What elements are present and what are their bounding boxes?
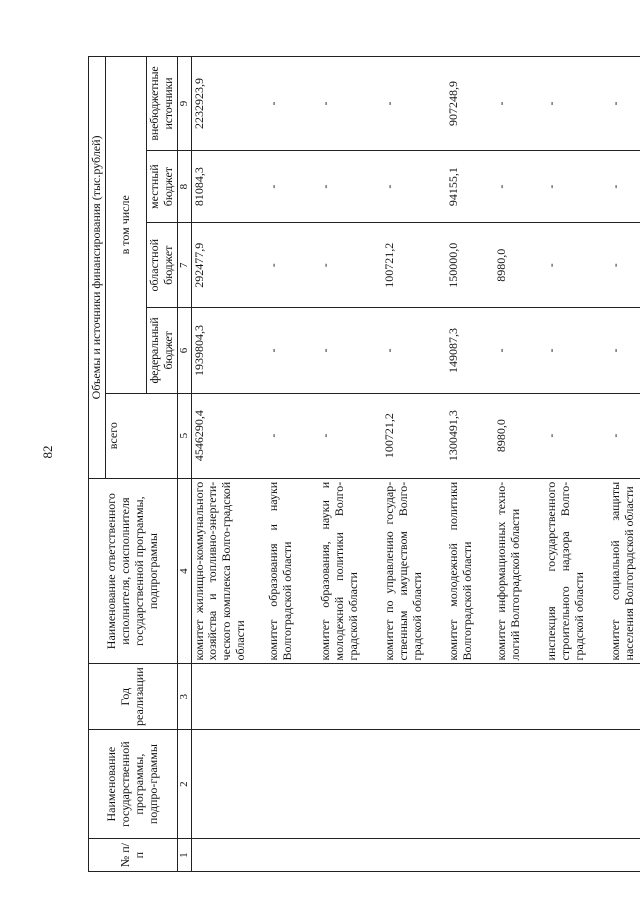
cell-regional: 8980,0 bbox=[494, 223, 544, 308]
table-row bbox=[266, 57, 318, 872]
column-number: 7 bbox=[178, 223, 192, 308]
cell-program bbox=[446, 730, 494, 839]
cell-number bbox=[382, 839, 446, 872]
cell-extra: - bbox=[544, 57, 608, 151]
cell-total: 100721,2 bbox=[382, 393, 446, 478]
cell-number bbox=[446, 839, 494, 872]
cell-local: - bbox=[318, 151, 382, 223]
header-including: в том числе bbox=[105, 57, 147, 394]
cell-year bbox=[494, 664, 544, 730]
cell-regional: - bbox=[318, 223, 382, 308]
cell-local: 81084,3 bbox=[191, 151, 266, 223]
cell-number bbox=[266, 839, 318, 872]
cell-total: 8980,0 bbox=[494, 393, 544, 478]
cell-regional: 292477,9 bbox=[191, 223, 266, 308]
column-number: 4 bbox=[178, 478, 192, 664]
cell-regional: - bbox=[544, 223, 608, 308]
column-number: 3 bbox=[178, 664, 192, 730]
cell-local: - bbox=[608, 151, 640, 223]
table-row bbox=[191, 57, 266, 872]
cell-number bbox=[494, 839, 544, 872]
cell-executor: комитет информационных техно-логий Волгоградской области bbox=[494, 478, 544, 664]
cell-total: - bbox=[318, 393, 382, 478]
cell-year bbox=[446, 664, 494, 730]
table-row bbox=[382, 57, 446, 872]
page-number: 82 bbox=[40, 445, 55, 459]
rotated-table-sheet bbox=[88, 32, 640, 872]
cell-year bbox=[608, 664, 640, 730]
header-program-name: Наименование государственной программы, подпро-граммы bbox=[89, 730, 178, 839]
cell-federal: 149087,3 bbox=[446, 308, 494, 393]
cell-program bbox=[191, 730, 266, 839]
cell-federal: - bbox=[382, 308, 446, 393]
cell-federal: - bbox=[608, 308, 640, 393]
header-executor: Наименование ответственного исполнителя, соисполнителя государственной программы, подпрограммы bbox=[89, 478, 178, 664]
cell-year bbox=[191, 664, 266, 730]
cell-extra: - bbox=[266, 57, 318, 151]
cell-federal: - bbox=[544, 308, 608, 393]
cell-program bbox=[494, 730, 544, 839]
table-row bbox=[318, 57, 382, 872]
cell-regional: - bbox=[608, 223, 640, 308]
cell-regional: 100721,2 bbox=[382, 223, 446, 308]
cell-year bbox=[266, 664, 318, 730]
header-funding-group: Объемы и источники финансирования (тыс.рублей) bbox=[89, 57, 106, 479]
cell-program bbox=[608, 730, 640, 839]
header-extra: внебюджетные источники bbox=[147, 57, 178, 151]
column-number: 6 bbox=[178, 308, 192, 393]
cell-extra: 2232923,9 bbox=[191, 57, 266, 151]
cell-executor: комитет молодежной политики Волгоградской области bbox=[446, 478, 494, 664]
table-row bbox=[494, 57, 544, 872]
cell-extra: 907248,9 bbox=[446, 57, 494, 151]
cell-federal: 1939804,3 bbox=[191, 308, 266, 393]
cell-executor: комитет социальной защиты населения Волгоградской области bbox=[608, 478, 640, 664]
cell-local: - bbox=[382, 151, 446, 223]
table-body bbox=[191, 57, 640, 872]
cell-total: - bbox=[608, 393, 640, 478]
cell-extra: - bbox=[608, 57, 640, 151]
cell-number bbox=[608, 839, 640, 872]
header-total: всего bbox=[105, 393, 177, 478]
cell-executor: инспекция государственного строительного надзора Волго-градской области bbox=[544, 478, 608, 664]
column-number: 5 bbox=[178, 393, 192, 478]
cell-local: - bbox=[266, 151, 318, 223]
cell-total: 4546290,4 bbox=[191, 393, 266, 478]
cell-federal: - bbox=[494, 308, 544, 393]
header-federal: федеральный бюджет bbox=[147, 308, 178, 393]
table-row bbox=[446, 57, 494, 872]
header-local: местный бюджет bbox=[147, 151, 178, 223]
cell-total: - bbox=[544, 393, 608, 478]
cell-year bbox=[382, 664, 446, 730]
table-row bbox=[544, 57, 608, 872]
cell-extra: - bbox=[318, 57, 382, 151]
column-number: 1 bbox=[178, 839, 192, 872]
cell-local: - bbox=[494, 151, 544, 223]
cell-regional: 150000,0 bbox=[446, 223, 494, 308]
funding-table bbox=[88, 56, 640, 872]
header-number: № п/п bbox=[89, 839, 178, 872]
cell-total: - bbox=[266, 393, 318, 478]
header-regional: областной бюджет bbox=[147, 223, 178, 308]
cell-program bbox=[382, 730, 446, 839]
cell-executor: комитет образования и науки Волгоградской области bbox=[266, 478, 318, 664]
cell-local: 94155,1 bbox=[446, 151, 494, 223]
cell-local: - bbox=[544, 151, 608, 223]
cell-number bbox=[318, 839, 382, 872]
cell-extra: - bbox=[494, 57, 544, 151]
table-row bbox=[608, 57, 640, 872]
cell-extra: - bbox=[382, 57, 446, 151]
cell-executor: комитет образования, науки и молодежной политики Волго-градской области bbox=[318, 478, 382, 664]
column-number: 9 bbox=[178, 57, 192, 151]
header-year: Год реализации bbox=[89, 664, 178, 730]
cell-executor: комитет жилищно-коммунального хозяйства и топливно-энергети-ческого комплекса Волго-градской области bbox=[191, 478, 266, 664]
column-number: 2 bbox=[178, 730, 192, 839]
cell-program bbox=[318, 730, 382, 839]
cell-program bbox=[266, 730, 318, 839]
column-number: 8 bbox=[178, 151, 192, 223]
cell-federal: - bbox=[318, 308, 382, 393]
cell-year bbox=[318, 664, 382, 730]
cell-program bbox=[544, 730, 608, 839]
cell-total: 1300491,3 bbox=[446, 393, 494, 478]
cell-regional: - bbox=[266, 223, 318, 308]
cell-executor: комитет по управлению государ-ственным имуществом Волго-градской области bbox=[382, 478, 446, 664]
cell-number bbox=[191, 839, 266, 872]
cell-year bbox=[544, 664, 608, 730]
cell-number bbox=[544, 839, 608, 872]
cell-federal: - bbox=[266, 308, 318, 393]
